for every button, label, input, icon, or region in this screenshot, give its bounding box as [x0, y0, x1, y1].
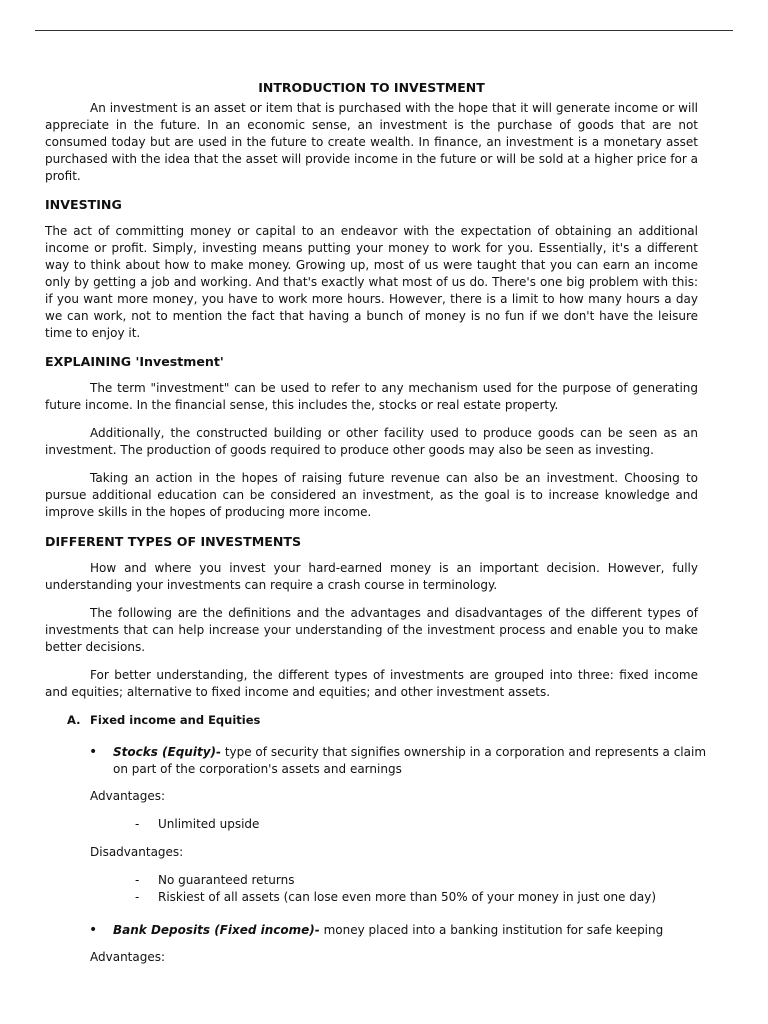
- stocks-advantages-label: Advantages:: [90, 789, 166, 803]
- explaining-paragraph-1: The term "investment" can be used to refer to any mechanism used for the purpose of generating future income. In the financial sense, this includes the, stocks or real estate property.: [45, 381, 698, 412]
- bank-deposits-bullet: [45, 922, 722, 939]
- heading-investing: INVESTING: [45, 197, 122, 212]
- heading-types: DIFFERENT TYPES OF INVESTMENTS: [45, 534, 302, 549]
- heading-explaining: EXPLAINING 'Investment': [45, 354, 224, 369]
- section-a-label: A.: [67, 713, 81, 727]
- investing-paragraph: The act of committing money or capital to an endeavor with the expectation of obtaining an additional income or profit. Simply, investing means putting your money to work for you. Essentially, it's a different way to think about how to make money. Growing up, most of us were taught that you can earn an income only by getting a job and working. And that's exactly what most of us do. There's one big problem with this: if you want more money, you have to work more hours. However, there is a limit to how many hours a day we can work, not to mention the fact that having a bunch of money is no fun if we don't have the leisure time to enjoy it.: [45, 224, 698, 340]
- types-paragraph-3: For better understanding, the different types of investments are grouped into three: fixed income and equities; alternative to fixed income and equities; and other investment assets.: [45, 668, 698, 699]
- dash-icon: -: [135, 817, 140, 831]
- stocks-advantages-list: [45, 816, 698, 833]
- stocks-description: type of security that signifies ownership in a corporation and represents a claim on part of the corporation's assets and earnings: [113, 745, 707, 776]
- bank-deposits-description: money placed into a banking institution for safe keeping: [319, 923, 664, 937]
- document-body: [45, 79, 707, 977]
- list-item-text: Unlimited upside: [158, 817, 260, 831]
- dash-icon: -: [135, 873, 140, 887]
- bullet-icon: •: [89, 744, 98, 760]
- bullet-icon: •: [89, 922, 98, 938]
- stocks-disadvantages-list: [45, 872, 698, 906]
- intro-paragraph: An investment is an asset or item that is purchased with the hope that it will generate income or will appreciate in the future. In an economic sense, an investment is the purchase of goods that are not consumed today but are used in the future to create wealth. In finance, an investment is a monetary asset purchased with the idea that the asset will provide income in the future or will be sold at a higher price for a profit.: [45, 101, 698, 183]
- section-a-title: Fixed income and Equities: [90, 713, 261, 727]
- stocks-name: Stocks (Equity)-: [113, 745, 221, 759]
- types-paragraph-2: The following are the definitions and the advantages and disadvantages of the different types of investments that can help increase your understanding of the investment process and enable you to make better decisions.: [45, 606, 698, 654]
- explaining-paragraph-3: Taking an action in the hopes of raising future revenue can also be an investment. Choosing to pursue additional education can be considered an investment, as the goal is to increase knowledge and improve skills in the hopes of producing more income.: [45, 471, 698, 519]
- list-item-text: No guaranteed returns: [158, 873, 295, 887]
- types-paragraph-1: How and where you invest your hard-earned money is an important decision. However, fully understanding your investments can require a crash course in terminology.: [45, 561, 698, 592]
- list-item: [45, 816, 698, 833]
- list-item: [45, 872, 698, 889]
- bank-deposits-name: Bank Deposits (Fixed income)-: [113, 923, 320, 937]
- list-item: [45, 889, 698, 906]
- bank-advantages-label: Advantages:: [90, 950, 166, 964]
- section-a-heading: [45, 712, 698, 729]
- dash-icon: -: [135, 890, 140, 904]
- header-rule: [35, 30, 733, 31]
- stocks-bullet: [45, 744, 722, 778]
- document-title: INTRODUCTION TO INVESTMENT: [258, 80, 485, 95]
- list-item-text: Riskiest of all assets (can lose even more than 50% of your money in just one day): [158, 890, 656, 904]
- stocks-disadvantages-label: Disadvantages:: [90, 845, 184, 859]
- explaining-paragraph-2: Additionally, the constructed building or other facility used to produce goods can be seen as an investment. The production of goods required to produce other goods may also be seen as investing.: [45, 426, 698, 457]
